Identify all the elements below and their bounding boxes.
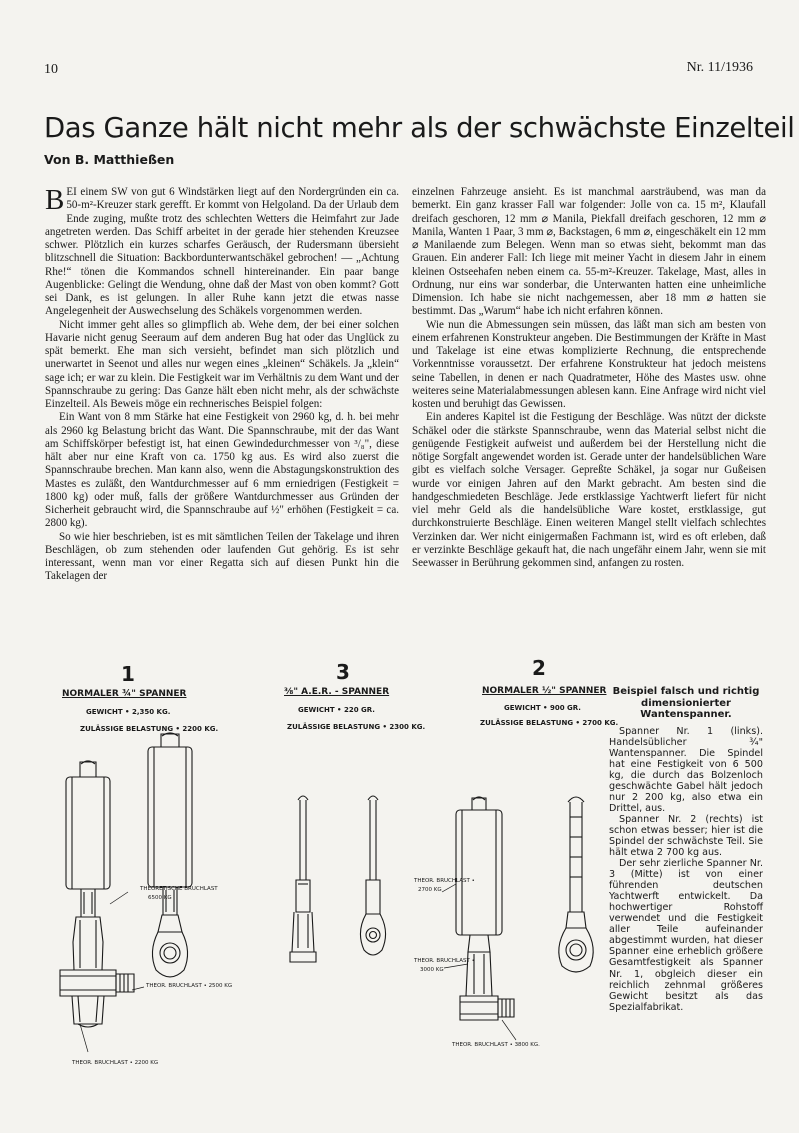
turnbuckle-figures xyxy=(40,652,619,1092)
paragraph: So wie hier beschrieben, ist es mit sämtlichen Teilen der Takelage und ihren Beschlägen, ob zum stehenden oder laufenden Gut gehörig. Es ist sehr interessant, wenn man vor einer Regatta sich auf diesen Punkt hin die Takelagen der xyxy=(45,530,399,583)
paragraph: Ein Want von 8 mm Stärke hat eine Festigkeit von 2960 kg, d. h. bei mehr als 2960 kg Belastung bricht das Want. Die Spannschraube, mit der das Want am Schiffskörper befestigt ist, hat einen Gewindedurchmesser von ³/₈", diese hält aber nur eine Kraft von ca. 1750 kg aus. Es wird also zuerst die Spannschraube brechen. Man kann also, wenn die Abstagungskonstruktion des Mastes es zuläßt, den Wantdurchmesser auf 6 mm erniedrigen (Festigkeit = 1800 kg) oder muß, falls der größere Wantdurchmesser aus Gründen der Sicherheit gebraucht wird, die Spannschraube auf ½" erhöhen (Festigkeit = ca. 2800 kg). xyxy=(45,411,399,530)
issue-number: Nr. 11/1936 xyxy=(686,60,753,75)
caption-paragraph: Der sehr zierliche Spanner Nr. 3 (Mitte) ist von einer führenden deutschen Yachtwerft entwickelt. Da hochwertiger Rohstoff verwendet und die Festigkeit aller Teile aufeinander abgestimmt wurden, hat dieser Spanner eine erheblich größere Gesamtfestigkeit als Spanner Nr. 1, obgleich dieser ein reichlich zehnmal größeres Gewicht besitzt als das Spezialfabrikat. xyxy=(609,858,763,1013)
figure-3-side-view xyxy=(290,796,316,962)
figure-3-load: ZULÄSSIGE BELASTUNG • 2300 KG. xyxy=(287,723,426,731)
figure-3-weight: GEWICHT • 220 GR. xyxy=(298,706,375,714)
figure-1-name: NORMALER ¾" SPANNER xyxy=(62,689,187,699)
figure-1-note-spindle-value: 6500 KG xyxy=(148,895,172,901)
page-number: 10 xyxy=(44,62,58,77)
paragraph: Nicht immer geht alles so glimpflich ab. Wehe dem, der bei einer solchen Havarie nicht genug Seeraum auf dem anderen Bug hat oder das Unglück zu spät bemerkt. Ehe man sich versieht, befindet man sich plötzlich und unerwartet in Seenot und alles nur wegen eines „kleinen“ Schäkels. Ja „klein“ sage ich; er war zu klein. Die Festigkeit war im Verhältnis zu dem Want und der Spannschraube zu gering: Das Ganze hält eben nicht mehr, als der schwächste Einzelteil. Als Beweis möge ein rechnerisches Beispiel folgen: xyxy=(45,318,399,410)
article-title: Das Ganze hält nicht mehr als der schwächste Einzelteil xyxy=(44,112,795,144)
caption-paragraph: Spanner Nr. 2 (rechts) ist schon etwas besser; hier ist die Spindel der schwächste Teil. Sie hält etwa 2 700 kg aus. xyxy=(609,813,763,859)
figure-3-name: ⅜" A.E.R. - SPANNER xyxy=(284,687,390,697)
figure-1-load: ZULÄSSIGE BELASTUNG • 2200 KG. xyxy=(80,725,219,733)
figure-1-note-spindle: THEORETISCHE BRUCHLAST xyxy=(140,886,218,892)
caption-paragraph: Spanner Nr. 1 (links). Handelsüblicher ¾" Wantenspanner. Die Spindel hat eine Festigkeit von 6 500 kg, die durch das Bolzenloch geschwächte Gabel hält jedoch nur 2 200 kg, also etwa ein Drittel, aus. xyxy=(609,725,763,814)
figure-1-note-pin: THEOR. BRUCHLAST • 2200 KG xyxy=(72,1060,159,1066)
figure-caption xyxy=(609,686,763,1013)
drop-cap: B xyxy=(45,184,65,216)
figure-2-name: NORMALER ½" SPANNER xyxy=(482,686,607,696)
right-text-column xyxy=(412,186,766,570)
turnbuckle-drawings xyxy=(40,652,608,1092)
paragraph: Ein anderes Kapitel ist die Festigung der Beschläge. Was nützt der dickste Schäkel oder die stärkste Spannschraube, wenn das Material selbst nicht die genügende Festigkeit aufweist und außerdem bei der Herstellung nicht die nötige Sorgfalt angewendet worden ist. Gerade unter der handelsüblichen Ware gibt es vielfach solche Versager. Gepreßte Schäkel, ja sogar nur Gußeisen wurde vor einigen Jahren auf den Markt gebracht. Am besten sind die handgeschmiedeten Beschläge. Jede erstklassige Yachtwerft liefert für nicht viel mehr Geld als die handelsübliche Ware kostet, erstklassige, gut durchkonstruierte Beschläge. Einen weiteren Mangel stellt vielfach schlechtes Verzinken dar. Wer nicht einigermaßen Fachmann ist, wird es oft erleben, daß er verzinkte Beschläge gekauft hat, die nach ungefähr einem Jahr, wenn sie mit Seewasser in Berührung gekommen sind, anfangen zu rosten. xyxy=(412,411,766,569)
figure-2-note-pin: THEOR. BRUCHLAST • 3800 KG. xyxy=(452,1042,540,1048)
figure-1-note-fork: THEOR. BRUCHLAST • 2500 KG xyxy=(146,983,233,989)
figure-2-weight: GEWICHT • 900 GR. xyxy=(504,704,581,712)
figure-2-note-fork: THEOR. BRUCHLAST • xyxy=(414,958,475,964)
paragraph: einzelnen Fahrzeuge ansieht. Es ist manchmal aarsträubend, was man da bemerkt. Ein ganz krasser Fall war folgender: Jolle von ca. 15 m², Klaufall dreifach geschoren, 12 mm ⌀ Manila, Piekfall dreifach geschoren, 12 mm ⌀ Manila, Wanten 1 Paar, 3 mm ⌀, Backstagen, 6 mm ⌀, eingeschäkelt ein 12 mm ⌀ Manilaende zum Belegen. Wenn man so etwas sieht, bekommt man das Grauen. Ein anderer Fall: Ich liege mit meiner Yacht in diesem Jahr in einem kleinen Ostseehafen neben einem ca. 55-m²-Kreuzer. Takelage, Mast, alles in Ordnung, nur eins war sonderbar, die Unterwanten hatten eine unheimliche Dimension. Ich habe sie nicht nachgemessen, aber 18 mm ⌀ hatten sie bestimmt. Das „Warum“ habe ich nicht erfahren können. xyxy=(412,186,766,318)
caption-title: Beispiel falsch und richtig dimensionierter Wantenspanner. xyxy=(612,686,760,720)
figure-1-number: 1 xyxy=(121,662,135,686)
paragraph-text: EI einem SW von gut 6 Windstärken liegt auf den Nordergründen ein ca. 50-m²-Kreuzer stark gerefft. Er kommt von Helgoland. Da der Urlaub dem Ende zuging, mußte trotz des schlechten Wetters die Heimfahrt zur Jade angetreten werden. Das Schiff arbeitet in der gerade hier stehenden Kreuzsee schwer. Plötzlich ein kurzes scharfes Geräusch, der Rudersmann übersieht blitzschnell die Situation: Backbordunterwantschäkel gebrochen! — „Achtung Rhe!“ tönen die Kommandos schnell hintereinander. Ein paar bange Augenblicke: Gelingt die Wendung, ohne daß der Mast von oben kommt? Gott sei Dank, es ist gelungen. In aller Ruhe kann jetzt die etwas nasse Angelegenheit der Auswechselung des Schäkels vorgenommen werden. xyxy=(45,186,399,318)
figure-3-front-view xyxy=(360,796,385,955)
left-text-column xyxy=(45,186,399,584)
figure-2-note-fork-value: 3000 KG xyxy=(420,967,444,973)
figure-2-number: 2 xyxy=(532,656,546,680)
figure-2-note-spindle: THEOR. BRUCHLAST • xyxy=(414,878,475,884)
figure-1-front-view xyxy=(148,733,192,977)
figure-2-load: ZULÄSSIGE BELASTUNG • 2700 KG. xyxy=(480,719,619,727)
paragraph: Wie nun die Abmessungen sein müssen, das läßt man sich am besten von einem erfahrenen Konstrukteur angeben. Die Bestimmungen der Kräfte in Mast und Takelage ist eine etwas komplizierte Rechnung, die entsprechende Vorkenntnisse voraussetzt. Der erfahrene Konstrukteur hat jedoch meistens seine Tabellen, in denen er nach Quadratmeter, Höhe des Mastes usw. ohne weiteres seine Materialabmessungen ablesen kann. Eine Anfrage wird nicht viel kosten und beruhigt das Gewissen. xyxy=(412,318,766,410)
paragraph xyxy=(45,186,399,319)
article-byline: Von B. Matthießen xyxy=(44,152,175,167)
figure-2-side-view xyxy=(456,797,514,1020)
figure-2-note-spindle-value: 2700 KG xyxy=(418,887,442,893)
figure-2-front-view xyxy=(559,797,593,972)
figure-1-weight: GEWICHT • 2,350 KG. xyxy=(86,708,171,716)
figure-1-side-view xyxy=(60,761,134,1027)
figure-3-number: 3 xyxy=(336,660,350,684)
